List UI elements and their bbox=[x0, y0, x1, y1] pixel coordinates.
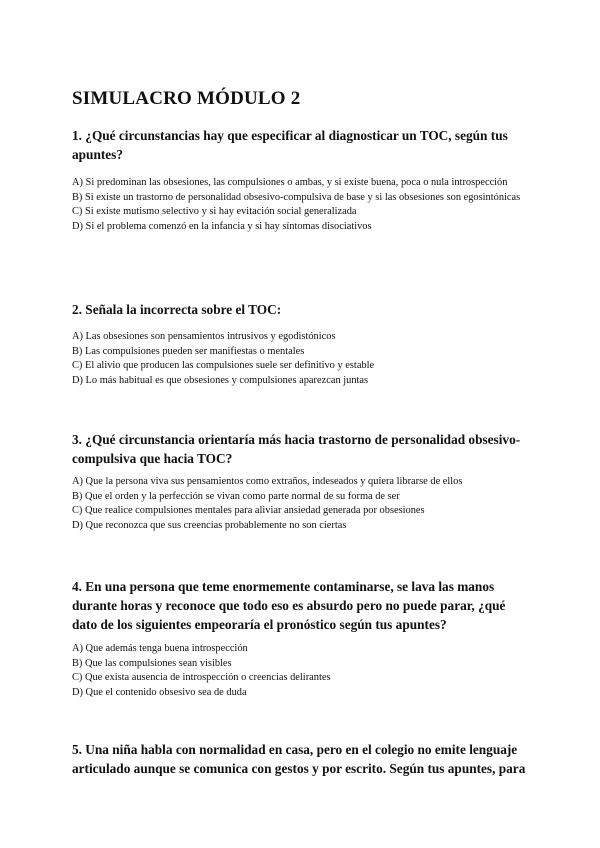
answer-option-d: D) Si el problema comenzó en la infancia y si hay síntomas disociativos bbox=[72, 220, 372, 232]
answer-options bbox=[72, 475, 528, 533]
answer-option-a: A) Si predominan las obsesiones, las compulsiones o ambas, y si existe buena, poca o nula introspección bbox=[72, 177, 508, 188]
answer-option-b: B) Que el orden y la perfección se vivan como parte normal de su forma de ser bbox=[72, 490, 400, 502]
answer-option-c: C) Que exista ausencia de introspección o creencias delirantes bbox=[72, 672, 331, 684]
page-title: SIMULACRO MÓDULO 2 bbox=[72, 88, 301, 109]
question-text: 4. En una persona que teme enormemente contaminarse, se lava las manos durante horas y reconoce que todo eso es absurdo pero no puede parar, ¿qué dato de los siguientes empeoraría el pronóstico según tus apuntes? bbox=[72, 579, 506, 632]
question-3 bbox=[72, 430, 528, 533]
question-text: 5. Una niña habla con normalidad en casa, pero en el colegio no emite lenguaje articulado aunque se comunica con gestos y por escrito. Según tus apuntes, para bbox=[72, 742, 526, 776]
question-text: 3. ¿Qué circunstancia orientaría más hacia trastorno de personalidad obsesivo-compulsiva que hacia TOC? bbox=[72, 432, 521, 466]
question-1 bbox=[72, 126, 528, 234]
question-text: 2. Señala la incorrecta sobre el TOC: bbox=[72, 302, 282, 317]
answer-options bbox=[72, 330, 528, 388]
question-4 bbox=[72, 577, 528, 700]
answer-options bbox=[72, 176, 528, 234]
answer-option-d: D) Que reconozca que sus creencias probablemente no son ciertas bbox=[72, 519, 347, 531]
question-5 bbox=[72, 740, 528, 778]
answer-option-c: C) Si existe mutismo selectivo y si hay evitación social generalizada bbox=[72, 206, 357, 218]
answer-option-b: B) Las compulsiones pueden ser manifiestas o mentales bbox=[72, 345, 305, 357]
answer-option-a: A) Que la persona viva sus pensamientos como extraños, indeseados y quiera librarse de ellos bbox=[72, 476, 463, 487]
answer-option-c: C) El alivio que producen las compulsiones suele ser definitivo y estable bbox=[72, 360, 375, 372]
answer-option-d: D) Que el contenido obsesivo sea de duda bbox=[72, 686, 247, 698]
answer-option-a: A) Las obsesiones son pensamientos intrusivos y egodistónicos bbox=[72, 331, 336, 342]
question-text: 1. ¿Qué circunstancias hay que especificar al diagnosticar un TOC, según tus apuntes? bbox=[72, 128, 508, 162]
answer-option-b: B) Si existe un trastorno de personalidad obsesivo-compulsiva de base y si las obsesiones son egosintónicas bbox=[72, 191, 521, 203]
answer-option-a: A) Que además tenga buena introspección bbox=[72, 643, 248, 654]
answer-option-c: C) Que realice compulsiones mentales para aliviar ansiedad generada por obsesiones bbox=[72, 505, 425, 517]
question-2 bbox=[72, 300, 528, 388]
answer-option-b: B) Que las compulsiones sean visibles bbox=[72, 657, 232, 669]
answer-option-d: D) Lo más habitual es que obsesiones y compulsiones aparezcan juntas bbox=[72, 374, 369, 386]
answer-options bbox=[72, 642, 528, 700]
